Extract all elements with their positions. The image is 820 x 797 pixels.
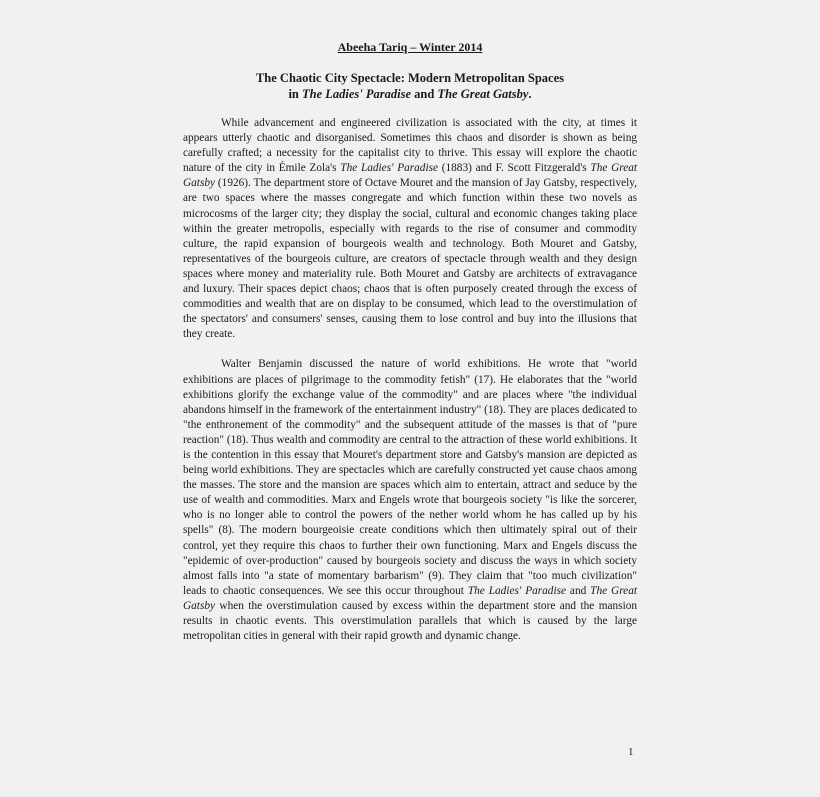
paragraph-1-text-c: (1926). The department store of Octave Mouret and the mansion of Jay Gatsby, respectively, are two spaces where the masses congregate and which function within these two novels as microcosms of the larger city; they display the social, cultural and economic changes taking place within the greater metropolis, especially with regards to the rise of consumer and commodity culture, the rapid expansion of bourgeois wealth and technology. Both Mouret and Gatsby, representatives of the bourgeois culture, are creators of spectacle through wealth and they design spaces where money and materiality rule. Both Mouret and Gatsby are architects of extravagance and luxury. Their spaces depict chaos; chaos that is often purposely created through the excess of commodities and wealth that are on display to be consumed, which lead to the overstimulation of the spectators' and consumers' senses, causing them to lose control and buy into the illusions that they create. [183, 177, 637, 341]
paragraph-1-italic-b: The Great Gatsby [183, 162, 638, 190]
paragraph-2-italic-b: The Great Gatsby [183, 584, 637, 612]
essay-body [183, 116, 637, 644]
paragraph-2-text-c: when the overstimulation caused by excess within the department store and the mansion results in chaotic events. This overstimulation parallels that which is caused by the large metropolitan cities in general with their rapid growth and dynamic change. [183, 599, 637, 643]
paragraph-2-italic-a: The Ladies' Paradise [467, 584, 566, 597]
title-end: . [528, 87, 532, 101]
title-work-2: The Great Gatsby [437, 87, 529, 101]
paragraph-1-text-b: (1883) and F. Scott Fitzgerald's [438, 162, 591, 175]
title-line-2 [0, 86, 820, 102]
title-conjunction: and [411, 87, 438, 101]
paragraph-1-italic-a: The Ladies' Paradise [340, 162, 439, 175]
paragraph-1 [183, 116, 637, 342]
page-number: 1 [628, 746, 634, 758]
paragraph-1-text-a: While advancement and engineered civilization is associated with the city, at times it appears utterly chaotic and disorganised. Sometimes this chaos and disorder is shown as being carefully crafted; a necessity for the capitalist city to thrive. This essay will explore the chaotic nature of the city in Émile Zola's [183, 117, 637, 175]
title-line-1: The Chaotic City Spectacle: Modern Metropolitan Spaces [255, 71, 565, 85]
essay-title [0, 70, 820, 102]
title-work-1: The Ladies' Paradise [302, 87, 412, 101]
paragraph-2-text-a: Walter Benjamin discussed the nature of world exhibitions. He wrote that "world exhibitions are places of pilgrimage to the commodity fetish" (17). He elaborates that the "world exhibitions glorify the exchange value of the commodity" and are places where "the individual abandons himself in the framework of the entertainment industry" (18). They are places dedicated to "the enthronement of the commodity" and the subsequent attitude of the masses is that of "pure reaction" (18). Thus wealth and commodity are central to the attraction of these world exhibitions. It is the contention in this essay that Mouret's department store and Gatsby's mansion are depicted as being world exhibitions. They are spectacles which are carefully constructed yet cause chaos among the masses. The store and the mansion are spaces which aim to entertain, attract and seduce by the use of wealth and commodities. Marx and Engels wrote that bourgeois society "is like the sorcerer, who is no longer able to control the powers of the nether world whom he has called up by his spells" (8). The modern bourgeoisie create conditions which then ultimately spiral out of their control, yet they require this chaos to further their own functioning. Marx and Engels discuss the "epidemic of over-production" caused by bourgeois society and discuss the ways in which society almost falls into "a state of momentary barbarism" (9). They claim that "too much civilization" leads to chaotic consequences. We see this occur throughout [183, 358, 637, 597]
title-prefix: in [288, 87, 303, 101]
paragraph-2 [183, 357, 637, 644]
paragraph-2-text-b: and [566, 584, 591, 597]
author-line: Abeeha Tariq – Winter 2014 [337, 40, 483, 54]
